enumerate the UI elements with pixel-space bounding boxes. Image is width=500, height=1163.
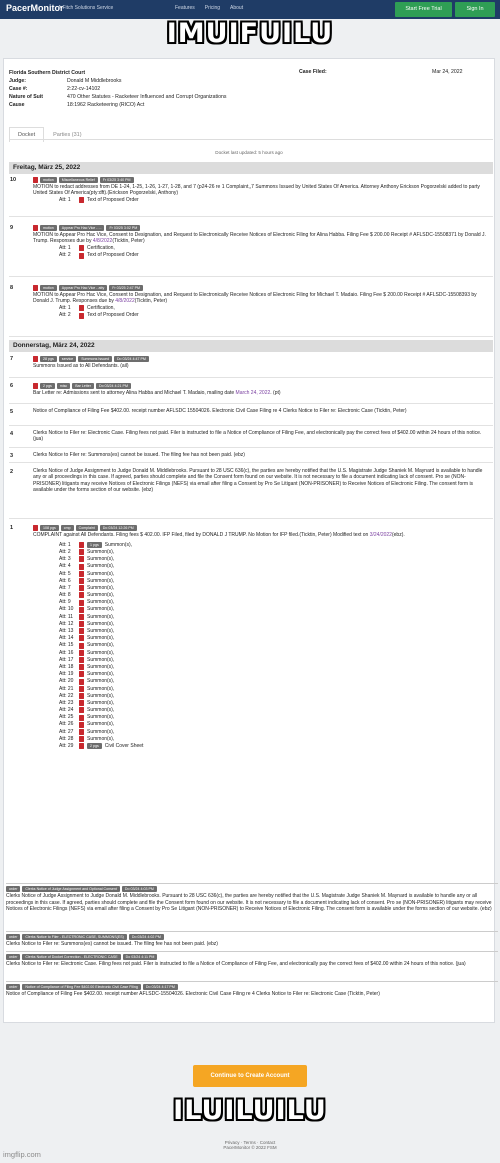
attachment-name: Summon(s), <box>87 592 115 599</box>
order-text: Clerks Notice of Judge Assignment to Judge Donald M. Middlebrooks. Pursuant to 28 USC 636(c), the parties are hereby notified that the U.S. Magistrate Judge Shaniek M. Maynard is available to handle any or all proceedings in this case. If agreed, parties should complete and file the Consent form found on our website. It is not necessary to file a document indicating lack of consent. Pro se (NON-PRISONER) litigants may receive Notices of Electronic Filings (NEFS) via email after filing a Consent by Pro Se Litigant (NON-PRISONER) to Receive Notices of Electronic Filing. The consent form is available under the forms section of our website. (ebz) <box>6 893 492 913</box>
pdf-icon[interactable] <box>79 628 84 634</box>
nav-link-pricing[interactable]: Pricing <box>204 5 221 11</box>
attachment-label: Att: 23 <box>59 699 74 706</box>
attachment-label: Att: 20 <box>59 678 74 685</box>
attachment-name: Summon(s), <box>87 577 115 584</box>
attachment-row[interactable] <box>33 728 491 735</box>
entry-number: 1 <box>10 525 14 531</box>
attachment-row[interactable] <box>33 707 491 714</box>
attachment-label: Att: 2 <box>59 252 71 259</box>
pdf-icon[interactable] <box>79 305 84 311</box>
attachment-label: Att: 13 <box>59 628 74 635</box>
pdf-icon[interactable] <box>33 177 38 183</box>
badge: order <box>6 984 20 990</box>
attachment-label: Att: 17 <box>59 656 74 663</box>
date-link[interactable]: 4/8/2022 <box>115 298 135 305</box>
attachment-label: Att: 28 <box>59 735 74 742</box>
entry-text: Clerks Notice to Filer re: Electronic Case. Filing fees not paid. Filer is instructed to file a Notice of Compliance of Filing Fee, and electronically pay the correct fees of $402.00 within 24 hours of this notice. (jua) <box>33 430 482 443</box>
pdf-icon[interactable] <box>33 285 38 291</box>
entry-number: 10 <box>10 177 17 183</box>
attachment-name: Summon(s), <box>87 721 115 728</box>
judge-value: Donald M Middlebrooks <box>67 78 122 84</box>
pdf-icon[interactable] <box>79 722 84 728</box>
attachment-row[interactable] <box>33 656 491 663</box>
entry-text: Summons Issued as to All Defendants. (ail) <box>33 363 129 369</box>
pdf-icon[interactable] <box>79 592 84 598</box>
attachment-label: Att: 19 <box>59 671 74 678</box>
attachment-row[interactable] <box>33 549 491 556</box>
attachment-row[interactable] <box>33 563 491 570</box>
attachment-row[interactable] <box>33 642 491 649</box>
pdf-icon[interactable] <box>79 542 84 548</box>
attachment-row[interactable] <box>33 700 491 707</box>
pdf-icon[interactable] <box>79 578 84 584</box>
entry-number: 7 <box>10 356 14 362</box>
pdf-icon[interactable] <box>79 650 84 656</box>
pdf-icon[interactable] <box>79 671 84 677</box>
attachment-label: Att: 4 <box>59 563 71 570</box>
attachment-label: Att: 5 <box>59 570 71 577</box>
badge: cmp <box>61 525 74 531</box>
attachment-name: Summon(s), <box>87 642 115 649</box>
footer-copyright: PacerMonitor © 2022 FSM <box>223 1145 277 1150</box>
badge: Do 03/24 4:47 PM <box>114 356 149 362</box>
attachment-name: Civil Cover Sheet <box>104 743 144 750</box>
attachment-name: Summon(s), <box>87 548 115 555</box>
day-header: Freitag, März 25, 2022 <box>9 162 493 174</box>
attachment-name: Summon(s), <box>87 606 115 613</box>
pdf-icon[interactable] <box>79 729 84 735</box>
badge: 28 pgs <box>40 356 57 362</box>
day-header: Donnerstag, März 24, 2022 <box>9 340 493 352</box>
entry-badges <box>33 224 491 231</box>
pdf-icon[interactable] <box>79 715 84 721</box>
entry-text: Bar Letter re: Admissions sent to attorney Alina Habba and Michael T. Madaio, mailing date March 24, 2022. (pt) <box>33 390 281 396</box>
attachment-name: Summon(s), <box>87 735 115 742</box>
tab-parties[interactable]: Parties (31) <box>44 127 90 142</box>
attachment-name: Summon(s), <box>87 628 115 635</box>
badge: misc <box>57 383 70 389</box>
attachment-row[interactable] <box>33 599 491 606</box>
attachment-row[interactable] <box>33 305 491 312</box>
order-text: Clerks Notice to Filer re: Summons(es) cannot be issued. The filing fee has not been paid. (ebz) <box>6 941 218 947</box>
case-filed-key: Case Filed: <box>299 69 327 75</box>
badge: motion <box>40 285 57 291</box>
order-entry <box>6 981 498 1005</box>
attachment-row[interactable] <box>33 541 491 548</box>
footer-links[interactable]: Privacy · Terms · Contact <box>224 1140 276 1145</box>
attachment-label: Att: 25 <box>59 714 74 721</box>
badge: order <box>6 934 20 940</box>
attachment-name: Summon(s), <box>87 584 115 591</box>
date-link[interactable]: 4/8/2022 <box>92 238 113 245</box>
attachment-label: Att: 16 <box>59 649 74 656</box>
attachment-name: Summon(s), <box>87 635 115 642</box>
entry-badges <box>33 524 491 531</box>
attachment-label: Att: 2 <box>59 312 71 319</box>
entry-badges <box>6 953 498 960</box>
order-list <box>0 883 498 1005</box>
pdf-icon[interactable] <box>79 707 84 713</box>
order-text: Notice of Compliance of Filing Fee $402.00. receipt number AFLSDC-15504026. Electronic Civil Case Filing re 4 Clerks Notice to Filer re: Electronic Case (Ticktin, Peter) <box>6 991 380 997</box>
pdf-icon[interactable] <box>79 679 84 685</box>
pdf-icon[interactable] <box>79 614 84 620</box>
badge: Do 03/24 4:21 PM <box>96 383 131 389</box>
attachment-label: Att: 8 <box>59 592 71 599</box>
case-no-key: Case #: <box>9 86 28 92</box>
brand-subtitle: A Fitch Solutions Service <box>58 5 114 11</box>
badge: 2 pgs <box>40 383 55 389</box>
pdf-icon[interactable] <box>79 643 84 649</box>
docket-entry <box>9 175 493 217</box>
entry-number: 2 <box>10 469 14 475</box>
pdf-icon[interactable] <box>33 225 38 231</box>
badge: Notice of Compliance of Filing Fee $402.00 Electronic Civil Case Filing <box>22 984 140 990</box>
imgflip-watermark: imgflip.com <box>3 1150 41 1159</box>
entry-badges <box>6 885 498 892</box>
badge: Summons Issued <box>78 356 112 362</box>
meme-caption-top: IMUIFUILU <box>166 18 334 49</box>
sign-in-button[interactable]: Sign In <box>455 2 495 17</box>
attachment-label: Att: 15 <box>59 642 74 649</box>
meme-caption-bottom: ILUILUILU <box>173 1095 327 1126</box>
attachment-label: Att: 22 <box>59 692 74 699</box>
nav-link-features[interactable]: Features <box>175 5 195 11</box>
entry-badges <box>33 284 491 291</box>
badge: Do 03/24 4:03 PM <box>122 886 157 892</box>
entry-badges <box>33 176 491 183</box>
attachment-name: Summon(s), <box>87 707 115 714</box>
badge: Fr 03/25 3:40 PM <box>100 177 134 183</box>
attachment-label: Att: 14 <box>59 635 74 642</box>
order-entry <box>6 931 498 951</box>
badge: Bar Letter <box>72 383 94 389</box>
tab-docket[interactable]: Docket <box>9 127 44 142</box>
entry-text: COMPLAINT against All Defendants. Filing fees $ 402.00. IFP Filed, filed by DONALD J TRUMP. No Motion for IFP filed.(Ticktin, Peter) Modified text on 3/24/2022(ebz). <box>33 532 405 538</box>
attachment-name: Summon(s), <box>87 656 115 663</box>
entry-badges <box>6 933 498 940</box>
attachment-name: Certification, <box>87 305 115 312</box>
attachment-row[interactable] <box>33 714 491 721</box>
attachment-label: Att: 24 <box>59 707 74 714</box>
badge: Clerks Notice of Judge Assignment and Optional Consent <box>22 886 120 892</box>
judge-key: Judge: <box>9 78 27 84</box>
badge: Do 03/24 4:11 PM <box>123 954 158 960</box>
case-info <box>9 69 226 109</box>
cause-value: 18:1962 Racketeering (RICO) Act <box>67 102 145 108</box>
entry-number: 9 <box>10 225 14 231</box>
attachment-row[interactable] <box>33 556 491 563</box>
attachment-row[interactable] <box>33 570 491 577</box>
attachment-list <box>33 541 491 749</box>
entry-number: 5 <box>10 409 14 415</box>
attachment-label: Att: 10 <box>59 606 74 613</box>
pdf-icon[interactable] <box>79 635 84 641</box>
attachment-name: Summon(s), <box>87 678 115 685</box>
attachment-label: Att: 11 <box>59 613 74 620</box>
order-entry <box>6 951 498 981</box>
entry-text: Clerks Notice to Filer re: Summons(es) cannot be issued. The filing fee has not been paid. (ebz) <box>33 452 245 458</box>
order-text: Clerks Notice to Filer re: Electronic Case. Filing fees not paid. Filer is instructed to file a Notice of Compliance of Filing Fee, and electronically pay the correct fees of $402.00 within 24 hours of this notice. (jua) <box>6 961 466 967</box>
attachment-name: Text of Proposed Order <box>87 252 139 259</box>
badge: Clerks Notice to Filer - ELECTRONIC CASE, SUMMONS(ES) <box>22 934 126 940</box>
nav-link-about[interactable]: About <box>230 5 244 11</box>
entry-text: Clerks Notice of Judge Assignment to Judge Donald M. Middlebrooks. Pursuant to 28 USC 636(c), the parties are hereby notified that the U.S. Magistrate Judge Shaniek M. Maynard is available to handle any or all proceedings in this case. If agreed, parties should complete and file the Consent form found on our website. It is not necessary to file a document indicating lack of consent. Pro se (NON-PRISONER) litigants may receive Notices of Electronic Filings (NEFS) via email after filing a Consent by Pro Se Litigant (NON-PRISONER) to Receive Notices of Electronic Filing. The consent form is available under the forms section of our website. (ebz) <box>33 468 483 494</box>
pdf-icon[interactable] <box>79 686 84 692</box>
docket-entry <box>9 381 493 404</box>
attachment-name: Summon(s), <box>87 556 115 563</box>
attachment-name: Summon(s), <box>87 570 115 577</box>
start-free-trial-button[interactable]: Start Free Trial <box>395 2 452 17</box>
docket-entry <box>9 451 493 463</box>
court-name: Florida Southern District Court <box>9 70 86 76</box>
badge: order <box>6 886 20 892</box>
cause-key: Cause <box>9 102 25 108</box>
attachment-label: Att: 3 <box>59 556 71 563</box>
attachment-name: Summon(s), <box>104 541 133 548</box>
pdf-icon[interactable] <box>33 525 38 531</box>
attachment-row[interactable] <box>33 606 491 613</box>
badge: Miscellaneous Relief <box>59 177 98 183</box>
pdf-icon[interactable] <box>79 571 84 577</box>
badge: Fr 03/25 3:02 PM <box>106 225 140 231</box>
attachment-row[interactable] <box>33 577 491 584</box>
badge: motion <box>40 225 57 231</box>
attachment-name: Summon(s), <box>87 620 115 627</box>
pdf-icon[interactable] <box>79 564 84 570</box>
entry-text: MOTION to Appear Pro Hac Vice, Consent to Designation, and Request to Electronically Receive Notices of Electronic Filing for Michael T. Madaio. Filing Fee $ 200.00 Receipt # AFLSDC-15508393 by Donald J. Trump. Responses due by 4/8/2022(Ticktin, Peter) <box>33 292 477 305</box>
attachment-label: Att: 26 <box>59 721 74 728</box>
entry-badges <box>33 382 491 389</box>
attachment-row[interactable] <box>33 197 491 204</box>
nav-links <box>175 5 243 11</box>
attachment-row[interactable] <box>33 312 491 319</box>
pdf-icon[interactable] <box>79 197 84 203</box>
badge: Complaint <box>76 525 98 531</box>
date-link[interactable]: 3/24/2022 <box>369 532 392 538</box>
attachment-row[interactable] <box>33 649 491 656</box>
docket-entry <box>9 407 493 426</box>
attachment-label: Att: 27 <box>59 728 74 735</box>
attachment-name: Text of Proposed Order <box>87 312 139 319</box>
brand-logo[interactable]: PacerMonitor <box>6 3 64 13</box>
attachment-row[interactable] <box>33 721 491 728</box>
docket-entry <box>9 523 493 883</box>
docket-entry <box>9 467 493 519</box>
attachment-row[interactable] <box>33 628 491 635</box>
pdf-icon[interactable] <box>79 736 84 742</box>
pdf-icon[interactable] <box>79 700 84 706</box>
page-count-badge: 2 pgs <box>87 743 102 749</box>
docket-entry <box>9 223 493 277</box>
entry-number: 8 <box>10 285 14 291</box>
attachment-name: Certification, <box>87 245 115 252</box>
attachment-name: Text of Proposed Order <box>87 197 139 204</box>
attachment-row[interactable] <box>33 735 491 742</box>
pdf-icon[interactable] <box>79 657 84 663</box>
attachment-row[interactable] <box>33 252 491 259</box>
attachment-name: Summon(s), <box>87 563 115 570</box>
attachment-name: Summon(s), <box>87 685 115 692</box>
attachment-row[interactable] <box>33 592 491 599</box>
docket-updated-text: Docket last updated: 5 hours ago <box>215 150 283 155</box>
pdf-icon[interactable] <box>79 621 84 627</box>
docket-entry <box>9 429 493 448</box>
pdf-icon[interactable] <box>79 253 84 259</box>
create-account-button[interactable]: Continue to Create Account <box>193 1065 307 1087</box>
pdf-icon[interactable] <box>79 549 84 555</box>
attachment-row[interactable] <box>33 635 491 642</box>
attachment-row[interactable] <box>33 678 491 685</box>
attachment-row[interactable] <box>33 671 491 678</box>
attachment-label: Att: 1 <box>59 305 71 312</box>
nature-value: 470 Other Statutes - Racketeer Influenced and Corrupt Organizations <box>67 94 227 100</box>
attachment-row[interactable] <box>33 245 491 252</box>
attachment-label: Att: 6 <box>59 577 71 584</box>
badge: 108 pgs <box>40 525 59 531</box>
entry-number: 6 <box>10 383 14 389</box>
attachment-label: Att: 1 <box>59 541 71 548</box>
docket-entry <box>9 283 493 337</box>
pdf-icon[interactable] <box>79 556 84 562</box>
badge: order <box>6 954 20 960</box>
attachment-name: Summon(s), <box>87 599 115 606</box>
pdf-icon[interactable] <box>79 585 84 591</box>
badge: service <box>59 356 76 362</box>
attachment-name: Summon(s), <box>87 692 115 699</box>
entry-badges <box>33 355 491 362</box>
case-filed-value: Mar 24, 2022 <box>432 69 463 75</box>
attachment-name: Summon(s), <box>87 699 115 706</box>
attachment-row[interactable] <box>33 743 491 750</box>
attachment-label: Att: 1 <box>59 245 71 252</box>
badge: Do 03/24 4:02 PM <box>129 934 164 940</box>
entry-text: MOTION to redact addresses from DE 1-24, 1-25, 1-26, 1-27, 1-28, and 7 (p24-26 re 1 Complaint,,7 Summons Issued by United States Of America. Attorney Anthony Erickson Pogorzelski added to party United States Of America(pty:dft).(Erickson Pogorzelski, Anthony) <box>33 184 480 197</box>
attachment-label: Att: 18 <box>59 663 74 670</box>
attachment-row[interactable] <box>33 620 491 627</box>
attachment-label: Att: 9 <box>59 599 71 606</box>
attachment-name: Summon(s), <box>87 714 115 721</box>
top-navigation-bar <box>0 0 500 19</box>
pdf-icon[interactable] <box>79 743 84 749</box>
page-footer <box>0 1140 500 1150</box>
attachment-name: Summon(s), <box>87 613 115 620</box>
badge: Do 03/24 4:17 PM <box>143 984 178 990</box>
pdf-icon[interactable] <box>79 693 84 699</box>
pdf-icon[interactable] <box>79 607 84 613</box>
attachment-label: Att: 1 <box>59 197 71 204</box>
pdf-icon[interactable] <box>79 245 84 251</box>
nature-key: Nature of Suit <box>9 94 44 100</box>
badge: Appear Pro Hac Vice - atty <box>59 285 107 291</box>
attachment-label: Att: 7 <box>59 584 71 591</box>
attachment-label: Att: 12 <box>59 620 74 627</box>
attachment-label: Att: 21 <box>59 685 74 692</box>
badge: Fr 03/25 2:47 PM <box>109 285 143 291</box>
pdf-icon[interactable] <box>33 383 38 389</box>
attachment-label: Att: 2 <box>59 548 71 555</box>
badge: Appear Pro Hac Vice - ... <box>59 225 105 231</box>
attachment-row[interactable] <box>33 664 491 671</box>
attachment-row[interactable] <box>33 585 491 592</box>
attachment-row[interactable] <box>33 685 491 692</box>
docket-entry <box>9 354 493 378</box>
entry-number: 3 <box>10 453 14 459</box>
entry-text: Notice of Compliance of Filing Fee $402.00. receipt number AFLSDC 15504026. Electronic Civil Case Filing re 4 Clerks Notice to Filer re: Electronic Case (Ticktin, Peter) <box>33 408 407 414</box>
badge: Do 03/24 12:26 PM <box>100 525 137 531</box>
order-entry <box>6 883 498 931</box>
pdf-icon[interactable] <box>79 600 84 606</box>
case-card <box>3 58 495 1023</box>
attachment-row[interactable] <box>33 692 491 699</box>
entry-badges <box>6 983 498 990</box>
attachment-name: Summon(s), <box>87 649 115 656</box>
badge: motion <box>40 177 57 183</box>
page-count-badge: 1 pgs <box>87 542 102 548</box>
entry-number: 4 <box>10 431 14 437</box>
badge: Clerks Notice of Docket Correction - ELECTRONIC CASE <box>22 954 120 960</box>
pdf-icon[interactable] <box>79 664 84 670</box>
entry-text: MOTION to Appear Pro Hac Vice, Consent to Designation, and Request to Electronically Receive Notices of Electronic Filing for Alina Habba. Filing Fee $ 200.00 Receipt # AFLSDC-15508371 by Donald J. Trump. Responses due by 4/8/2022(Ticktin, Peter) <box>33 232 486 245</box>
tab-divider <box>9 139 493 140</box>
attachment-name: Summon(s), <box>87 671 115 678</box>
date-link[interactable]: March 24, 2022 <box>235 390 271 396</box>
attachment-label: Att: 29 <box>59 743 74 750</box>
pdf-icon[interactable] <box>79 313 84 319</box>
case-no-value: 2:22-cv-14102 <box>67 86 101 92</box>
attachment-name: Summon(s), <box>87 663 115 670</box>
attachment-row[interactable] <box>33 613 491 620</box>
attachment-name: Summon(s), <box>87 728 115 735</box>
pdf-icon[interactable] <box>33 356 38 362</box>
